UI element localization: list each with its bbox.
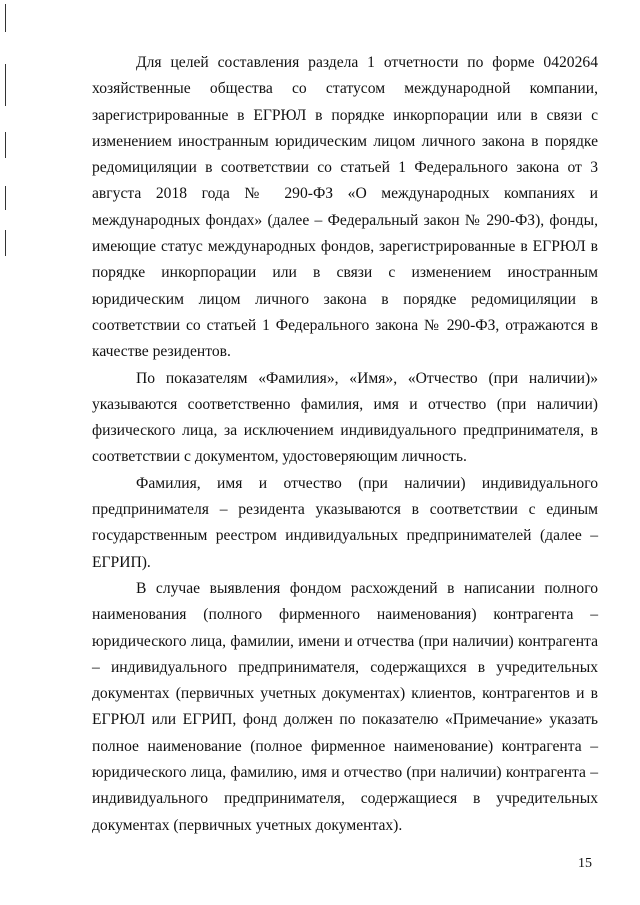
scan-edge-mark-3 <box>5 132 6 158</box>
paragraph-entrepreneur-name: Фамилия, имя и отчество (при наличии) индивидуального предпринимателя – резидента указываются в соответствии с единым государственным реестром индивидуальных предпринимателей (далее – ЕГРИП). <box>92 474 598 571</box>
scan-edge-mark-1 <box>5 4 6 32</box>
scan-edge-mark-2 <box>5 64 6 106</box>
scan-edge-mark-5 <box>5 230 6 256</box>
paragraph-individual-name: По показателям «Фамилия», «Имя», «Отчество (при наличии)» указываются соответственно фамилия, имя и отчество (при наличии) физического лица, за исключением индивидуального предпринимателя, в соответствии с документом, удостоверяющим личность. <box>92 369 598 466</box>
page-number: 15 <box>578 856 592 871</box>
document-page <box>92 50 598 839</box>
paragraph-residents: Для целей составления раздела 1 отчетности по форме 0420264 хозяйственные общества со статусом международной компании, зарегистрированные в ЕГРЮЛ в порядке инкорпорации или в связи с изменением иностранным юридическим лицом личного закона в порядке редомициляции в соответствии со статьей 1 Федерального закона от 3 августа 2018 года № 290-ФЗ «О международных компаниях и международных фондах» (далее – Федеральный закон № 290-ФЗ), фонды, имеющие статус международных фондов, зарегистрированные в ЕГРЮЛ в порядке инкорпорации или в связи с изменением иностранным юридическим лицом личного закона в порядке редомициляции в соответствии со статьей 1 Федерального закона № 290-ФЗ, отражаются в качестве резидентов. <box>92 54 598 361</box>
scan-edge-mark-4 <box>5 186 6 210</box>
paragraph-discrepancies: В случае выявления фондом расхождений в написании полного наименования (полного фирменного наименования) контрагента – юридического лица, фамилии, имени и отчества (при наличии) контрагента – индивидуального предпринимателя, содержащихся в учредительных документах (первичных учетных документах) клиентов, контрагентов и в ЕГРЮЛ или ЕГРИП, фонд должен по показателю «Примечание» указать полное наименование (полное фирменное наименование) контрагента – юридического лица, фамилию, имя и отчество (при наличии) контрагента – индивидуального предпринимателя, содержащиеся в учредительных документах (первичных учетных документах). <box>92 579 598 834</box>
